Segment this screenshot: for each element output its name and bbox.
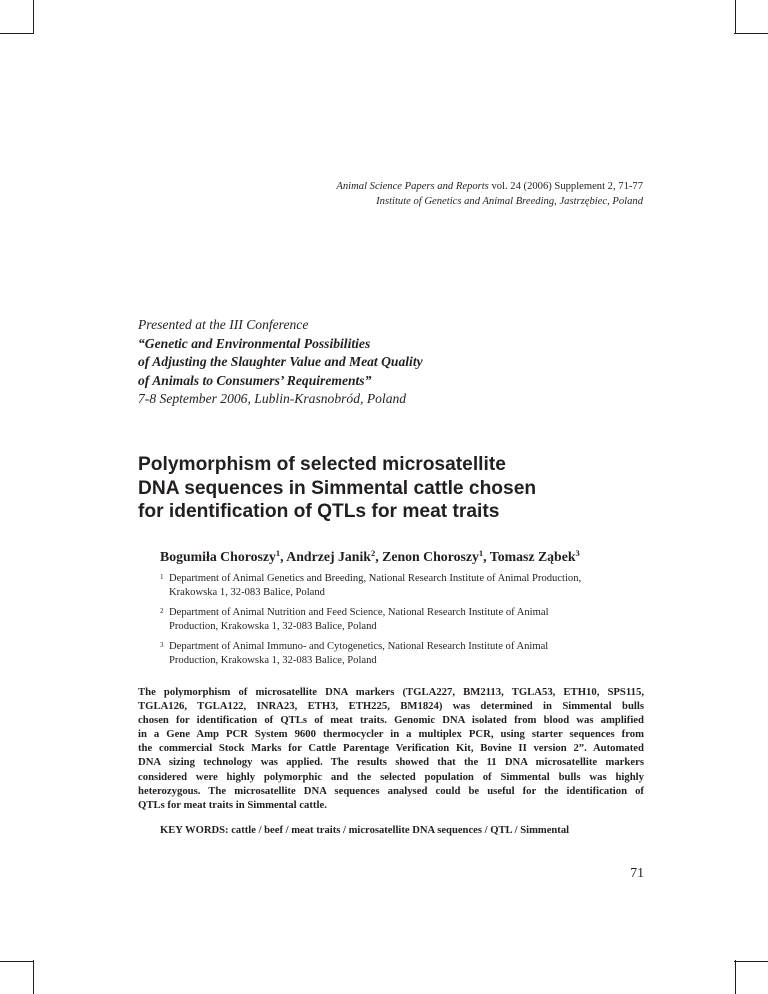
crop-mark — [735, 0, 736, 34]
author-affiliation-mark: 3 — [575, 548, 580, 558]
article-title-line: Polymorphism of selected microsatellite — [138, 454, 506, 475]
author-list — [160, 548, 580, 565]
crop-mark — [33, 960, 34, 994]
abstract — [138, 685, 644, 812]
presented-line: Presented at the III Conference — [138, 317, 309, 332]
affiliation-line: Production, Krakowska 1, 32-083 Balice, Poland — [169, 655, 377, 666]
affiliation-line: Production, Krakowska 1, 32-083 Balice, Poland — [169, 621, 377, 632]
article-title — [138, 453, 658, 524]
affiliation — [160, 640, 630, 668]
author-name: Bogumiła Choroszy — [160, 549, 276, 564]
conference-note — [138, 316, 618, 409]
institute-line: Institute of Genetics and Animal Breeding, Jastrzębiec, Poland — [376, 195, 643, 207]
conference-title-line: “Genetic and Environmental Possibilities — [138, 335, 371, 351]
conference-title-line: of Animals to Consumers’ Requirements” — [138, 372, 372, 388]
crop-mark — [0, 961, 34, 962]
author-name: Andrzej Janik — [286, 549, 371, 564]
author-name: Tomasz Ząbek — [489, 549, 576, 564]
volume-info: vol. 24 (2006) Supplement 2, 71-77 — [488, 181, 643, 192]
affiliation — [160, 606, 630, 634]
keywords: KEY WORDS: cattle / beef / meat traits / microsatellite DNA sequences / QTL / Simmental — [160, 825, 570, 836]
affiliation — [160, 572, 630, 600]
affiliation-number: 1 — [160, 573, 164, 581]
author-affiliation-mark: 1 — [275, 548, 281, 558]
page-number: 71 — [630, 865, 644, 880]
crop-mark — [0, 33, 34, 34]
affiliation-line: Department of Animal Immuno- and Cytogenetics, National Research Institute of Animal — [169, 641, 549, 652]
abstract-line: considered were highly polymorphic and the selected population of Simmental bulls was highly — [138, 770, 644, 783]
abstract-line: The polymorphism of microsatellite DNA markers (TGLA227, BM2113, TGLA53, ETH10, SPS115, — [138, 686, 644, 698]
crop-mark — [735, 960, 736, 994]
abstract-line: DNA sizing technology was applied. The results showed that the 11 DNA microsatellite markers — [138, 756, 644, 769]
author-affiliation-mark: 1 — [478, 548, 484, 558]
author-affiliation-mark: 2 — [370, 548, 376, 558]
abstract-line: chosen for identification of QTLs of meat traits. Genomic DNA isolated from blood was amplified — [138, 714, 644, 727]
affiliation-line: Krakowska 1, 32-083 Balice, Poland — [169, 587, 325, 598]
abstract-line: in a Gene Amp PCR System 9600 thermocycler in a multiplex PCR, using starter sequences from — [138, 728, 644, 741]
affiliation-number: 2 — [160, 607, 164, 615]
affiliation-line: Department of Animal Nutrition and Feed Science, National Research Institute of Animal — [169, 607, 549, 618]
abstract-line: heterozygous. The microsatellite DNA sequences analysed could be useful for the identification of — [138, 784, 644, 797]
abstract-line: QTLs for meat traits in Simmental cattle. — [138, 798, 327, 811]
journal-name: Animal Science Papers and Reports — [336, 181, 489, 192]
crop-mark — [734, 33, 768, 34]
author-separator: , — [375, 549, 383, 564]
crop-mark — [734, 961, 768, 962]
author-separator: , — [483, 549, 490, 564]
author-separator: , — [280, 549, 287, 564]
affiliation-number: 3 — [160, 641, 164, 649]
conference-date: 7-8 September 2006, Lublin-Krasnobród, Poland — [138, 391, 407, 407]
affiliation-line: Department of Animal Genetics and Breeding, National Research Institute of Animal Production, — [169, 573, 582, 584]
journal-header — [200, 180, 643, 209]
abstract-line: the commercial Stock Marks for Cattle Parentage Verification Kit, Bovine II version 2”. Automated — [138, 742, 644, 755]
author-name: Zenon Choroszy — [382, 549, 479, 564]
abstract-line: TGLA126, TGLA122, INRA23, ETH3, ETH225, BM1824) was determined in Simmental bulls — [138, 700, 644, 713]
article-title-line: DNA sequences in Simmental cattle chosen — [138, 477, 537, 499]
article-title-line: for identification of QTLs for meat traits — [138, 501, 500, 522]
crop-mark — [33, 0, 34, 34]
conference-title-line: of Adjusting the Slaughter Value and Meat Quality — [138, 354, 423, 370]
